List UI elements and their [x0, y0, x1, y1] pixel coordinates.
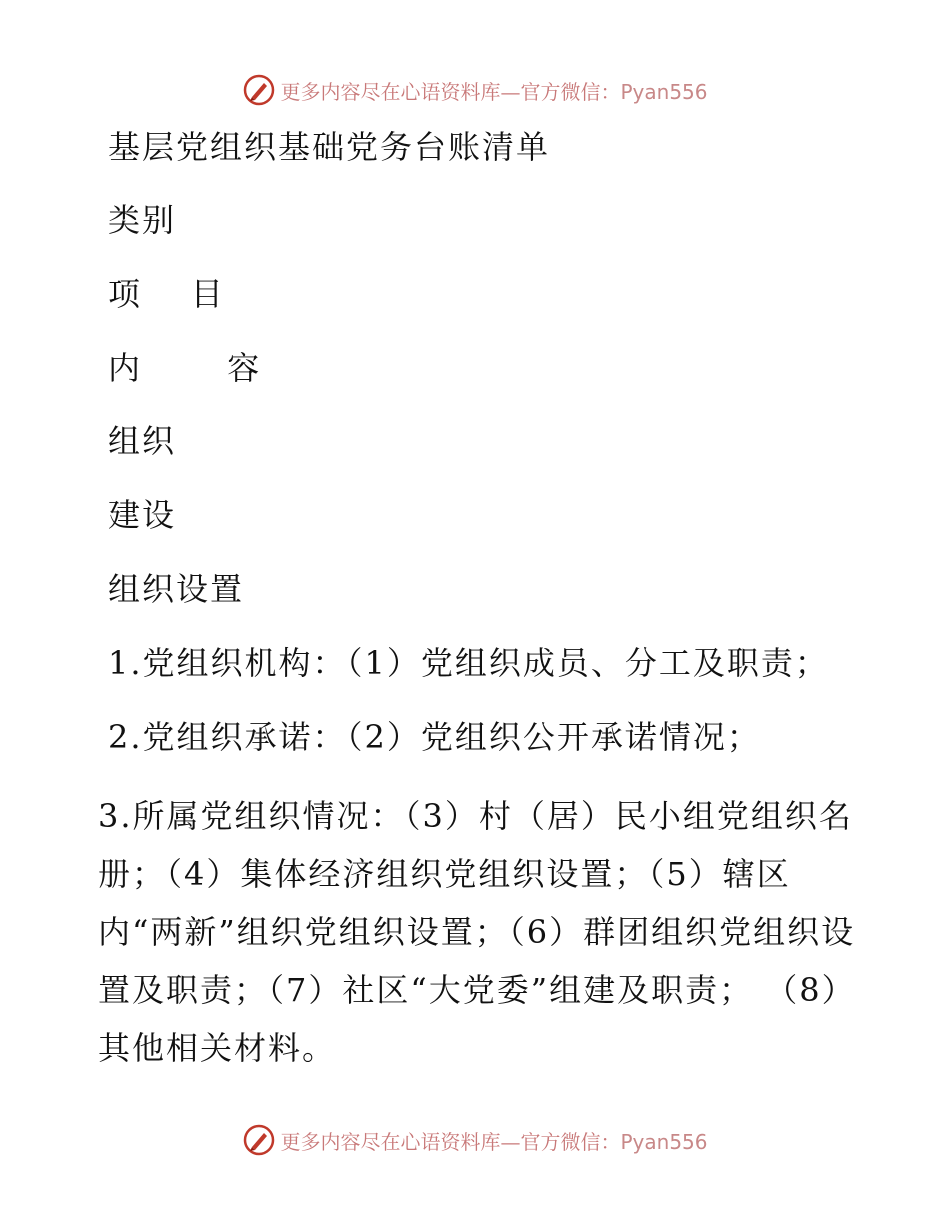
watermark-text: 更多内容尽在心语资料库—官方微信：Pyan556	[280, 1129, 708, 1154]
header-category: 类别	[108, 201, 177, 239]
pen-logo-icon	[242, 1123, 276, 1157]
pen-logo-icon	[242, 73, 276, 107]
category-line-2: 建设	[108, 496, 177, 534]
header-content: 内 容	[108, 349, 262, 387]
category-line-1: 组织	[108, 422, 177, 460]
header-item: 项 目	[108, 275, 225, 313]
content-item-1: 1.党组织机构：（1）党组织成员、分工及职责；	[108, 644, 829, 682]
watermark-header	[0, 70, 950, 110]
watermark-footer	[0, 1120, 950, 1160]
watermark-text: 更多内容尽在心语资料库—官方微信：Pyan556	[280, 79, 708, 104]
item-label: 组织设置	[108, 570, 245, 608]
content-item-3: 3.所属党组织情况：（3）村（居）民小组党组织名册；（4）集体经济组织党组织设置；（5）辖区内“两新”组织党组织设置；（6）群团组织党组织设置及职责；（7）社区“大党委”组建及职责； （8）其他相关材料。	[98, 797, 856, 1067]
document-title: 基层党组织基础党务台账清单	[108, 128, 551, 166]
content-item-2: 2.党组织承诺：（2）党组织公开承诺情况；	[108, 718, 761, 756]
